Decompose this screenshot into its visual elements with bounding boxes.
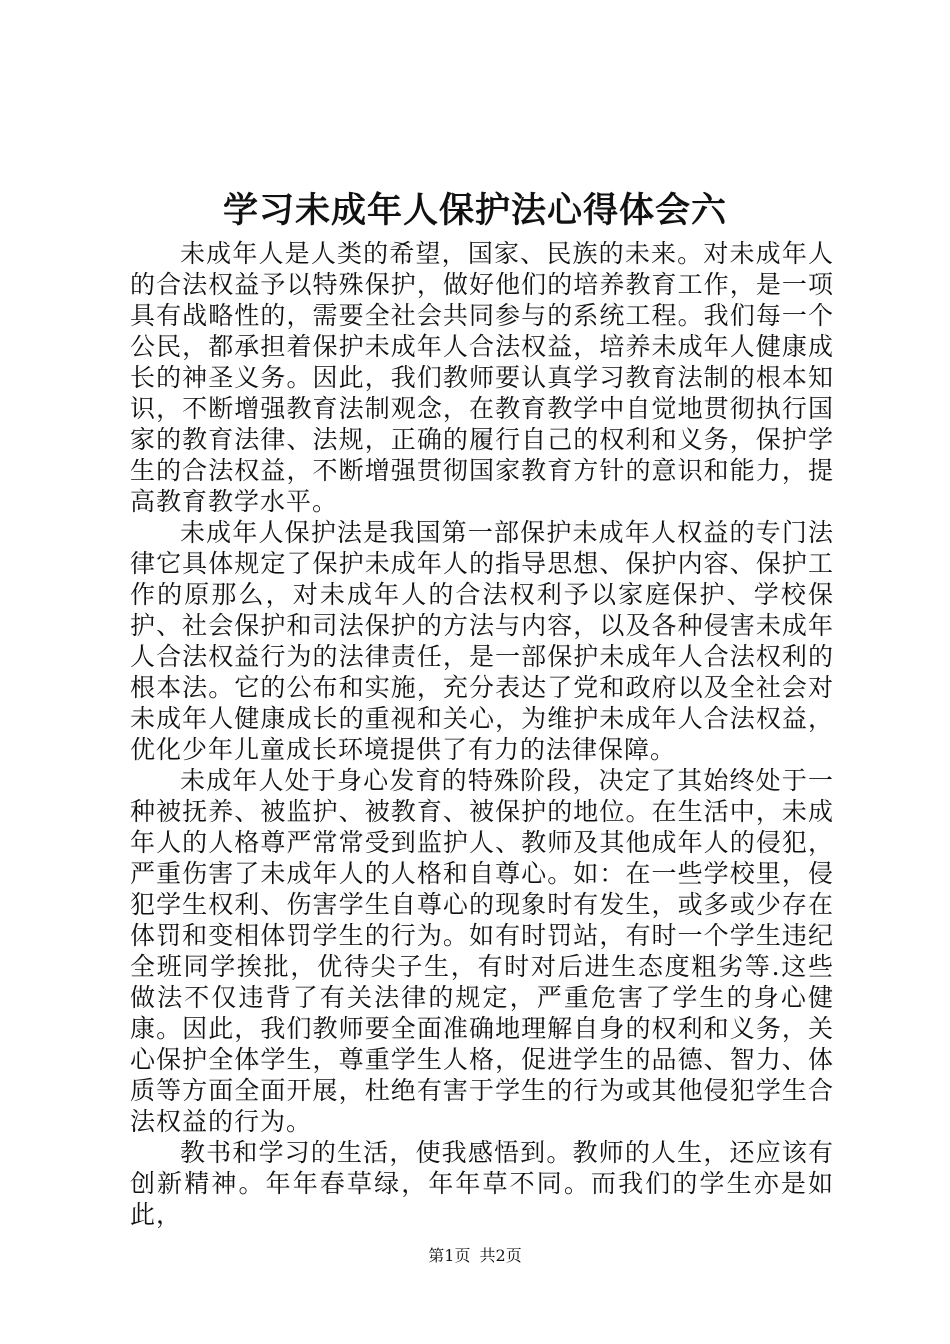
paragraph: 未成年人处于身心发育的特殊阶段，决定了其始终处于一种被抚养、被监护、被教育、被保护的地位。在生活中，未成年人的人格尊严常常受到监护人、教师及其他成年人的侵犯，严重伤害了未成年人的人格和自尊心。如：在一些学校里，侵犯学生权利、伤害学生自尊心的现象时有发生，或多或少存在体罚和变相体罚学生的行为。如有时罚站，有时一个学生违纪全班同学挨批，优待尖子生，有时对后进生态度粗劣等.这些做法不仅违背了有关法律的规定，严重危害了学生的身心健康。因此，我们教师要全面准确地理解自身的权利和义务，关心保护全体学生，尊重学生人格，促进学生的品德、智力、体质等方面全面开展，杜绝有害于学生的行为或其他侵犯学生合法权益的行为。 (130, 766, 834, 1136)
page-number: 第1页 (428, 1246, 471, 1265)
paragraph: 教书和学习的生活，使我感悟到。教师的人生，还应该有创新精神。年年春草绿，年年草不同。而我们的学生亦是如此， (130, 1138, 834, 1229)
paragraph: 未成年人是人类的希望，国家、民族的未来。对未成年人的合法权益予以特殊保护，做好他们的培养教育工作，是一项具有战略性的，需要全社会共同参与的系统工程。我们每一个公民，都承担着保护未成年人合法权益，培养未成年人健康成长的神圣义务。因此，我们教师要认真学习教育法制的根本知识，不断增强教育法制观念，在教育教学中自觉地贯彻执行国家的教育法律、法规，正确的履行自己的权利和义务，保护学生的合法权益，不断增强贯彻国家教育方针的意识和能力，提高教育教学水平。 (130, 239, 834, 516)
document-title: 学习未成年人保护法心得体会六 (222, 190, 727, 231)
paragraph: 未成年人保护法是我国第一部保护未成年人权益的专门法律它具体规定了保护未成年人的指导思想、保护内容、保护工作的原那么，对未成年人的合法权利予以家庭保护、学校保护、社会保护和司法保护的方法与内容，以及各种侵害未成年人合法权益行为的法律责任，是一部保护未成年人合法权利的根本法。它的公布和实施，充分表达了党和政府以及全社会对未成年人健康成长的重视和关心，为维护未成年人合法权益，优化少年儿童成长环境提供了有力的法律保障。 (130, 518, 834, 764)
page-total: 共2页 (479, 1246, 522, 1265)
document-body (130, 238, 834, 1230)
page-footer (0, 1244, 950, 1268)
